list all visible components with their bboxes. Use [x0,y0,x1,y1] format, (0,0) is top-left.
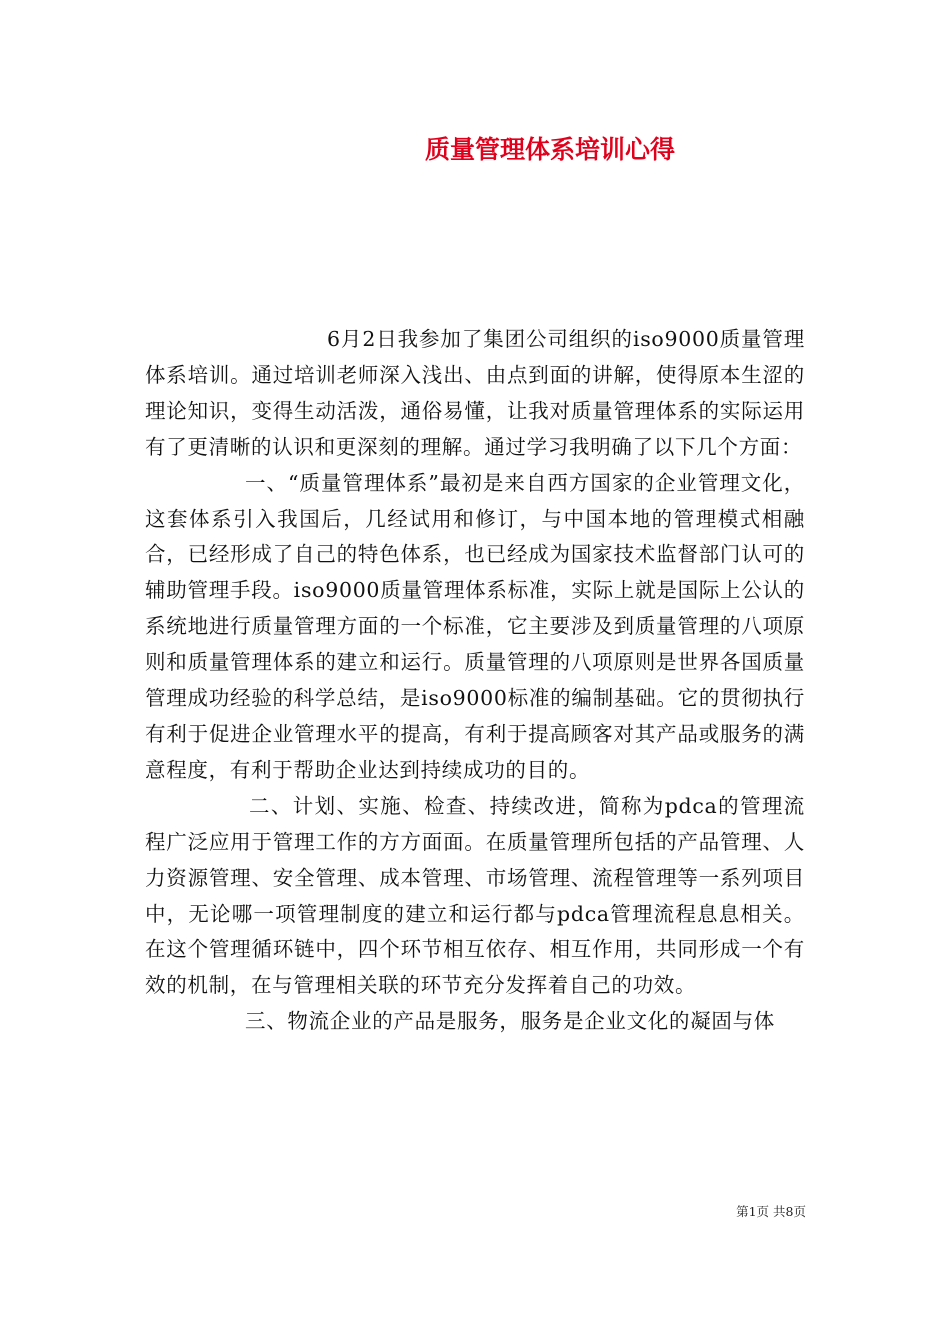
page-number-footer: 第1页 共8页 [736,1204,806,1219]
document-body [145,322,805,1040]
paragraph-section-two: 二、计划、实施、检查、持续改进，简称为pdca的管理流程广泛应用于管理工作的方方面面。在质量管理所包括的产品管理、人力资源管理、安全管理、成本管理、市场管理、流程管理等一系列项目中，无论哪一项管理制度的建立和运行都与pdca管理流程息息相关。在这个管理循环链中，四个环节相互依存、相互作用，共同形成一个有效的机制，在与管理相关联的环节充分发挥着自己的功效。 [145,793,805,998]
document-title: 质量管理体系培训心得 [424,135,675,164]
paragraph-intro: 6月2日我参加了集团公司组织的iso9000质量管理体系培训。通过培训老师深入浅出、由点到面的讲解，使得原本生涩的理论知识，变得生动活泼，通俗易懂，让我对质量管理体系的实际运用有了更清晰的认识和更深刻的理解。通过学习我明确了以下几个方面： [145,327,805,459]
paragraph-section-three: 三、物流企业的产品是服务，服务是企业文化的凝固与体 [245,1009,775,1034]
paragraph-section-one: 一、“质量管理体系”最初是来自西方国家的企业管理文化，这套体系引入我国后，几经试用和修订，与中国本地的管理模式相融合，已经形成了自己的特色体系，也已经成为国家技术监督部门认可的辅助管理手段。iso9000质量管理体系标准，实际上就是国际上公认的系统地进行质量管理方面的一个标准，它主要涉及到质量管理的八项原则和质量管理体系的建立和运行。质量管理的八项原则是世界各国质量管理成功经验的科学总结，是iso9000标准的编制基础。它的贯彻执行有利于促进企业管理水平的提高，有利于提高顾客对其产品或服务的满意程度，有利于帮助企业达到持续成功的目的。 [145,470,805,782]
